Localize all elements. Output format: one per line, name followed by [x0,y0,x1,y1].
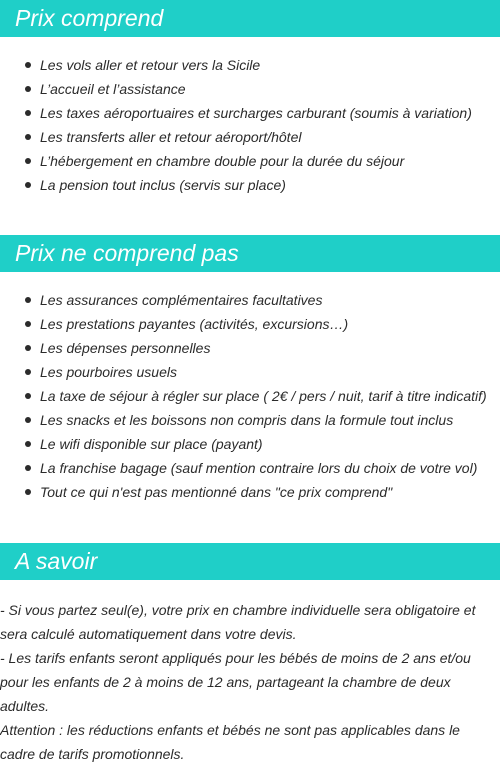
bullet-icon [25,297,31,303]
section-header-prix-comprend [0,0,500,37]
list-item: Les snacks et les boissons non compris dans la formule tout inclus [0,408,500,432]
list-item: L’accueil et l’assistance [0,77,500,101]
bullet-icon [25,321,31,327]
bullet-icon [25,369,31,375]
bullet-icon [25,182,31,188]
included-list [0,53,500,197]
section-title: Prix comprend [15,5,164,31]
list-item: Les dépenses personnelles [0,336,500,360]
bullet-icon [25,393,31,399]
bullet-icon [25,158,31,164]
list-item: La pension tout inclus (servis sur place) [0,173,500,197]
section-header-prix-ne-comprend-pas [0,235,500,272]
bullet-icon [25,134,31,140]
list-item: Les transferts aller et retour aéroport/hôtel [0,125,500,149]
list-item: Le wifi disponible sur place (payant) [0,432,500,456]
info-paragraph: Attention : les réductions enfants et bébés ne sont pas applicables dans le cadre de tarifs promotionnels. [0,722,460,762]
info-paragraph: - Les tarifs enfants seront appliqués pour les bébés de moins de 2 ans et/ou pour les enfants de 2 à moins de 12 ans, partageant la chambre de deux adultes. [0,650,471,714]
list-item: Les pourboires usuels [0,360,500,384]
list-item: Les taxes aéroportuaires et surcharges carburant (soumis à variation) [0,101,500,125]
bullet-icon [25,86,31,92]
bullet-icon [25,110,31,116]
list-item: Les prestations payantes (activités, excursions…) [0,312,500,336]
info-text-block [0,598,500,766]
list-item: Tout ce qui n'est pas mentionné dans "ce prix comprend" [0,480,500,504]
list-item: Les vols aller et retour vers la Sicile [0,53,500,77]
section-header-a-savoir [0,543,500,580]
bullet-icon [25,417,31,423]
excluded-list [0,288,500,504]
section-title: A savoir [15,548,98,574]
section-title: Prix ne comprend pas [15,240,239,266]
bullet-icon [25,62,31,68]
list-item: La franchise bagage (sauf mention contraire lors du choix de votre vol) [0,456,500,480]
bullet-icon [25,489,31,495]
bullet-icon [25,465,31,471]
list-item: Les assurances complémentaires facultatives [0,288,500,312]
bullet-icon [25,441,31,447]
info-paragraph: - Si vous partez seul(e), votre prix en chambre individuelle sera obligatoire et sera calculé automatiquement dans votre devis. [0,602,476,642]
bullet-icon [25,345,31,351]
list-item: La taxe de séjour à régler sur place ( 2€ / pers / nuit, tarif à titre indicatif) [0,384,500,408]
list-item: L’hébergement en chambre double pour la durée du séjour [0,149,500,173]
